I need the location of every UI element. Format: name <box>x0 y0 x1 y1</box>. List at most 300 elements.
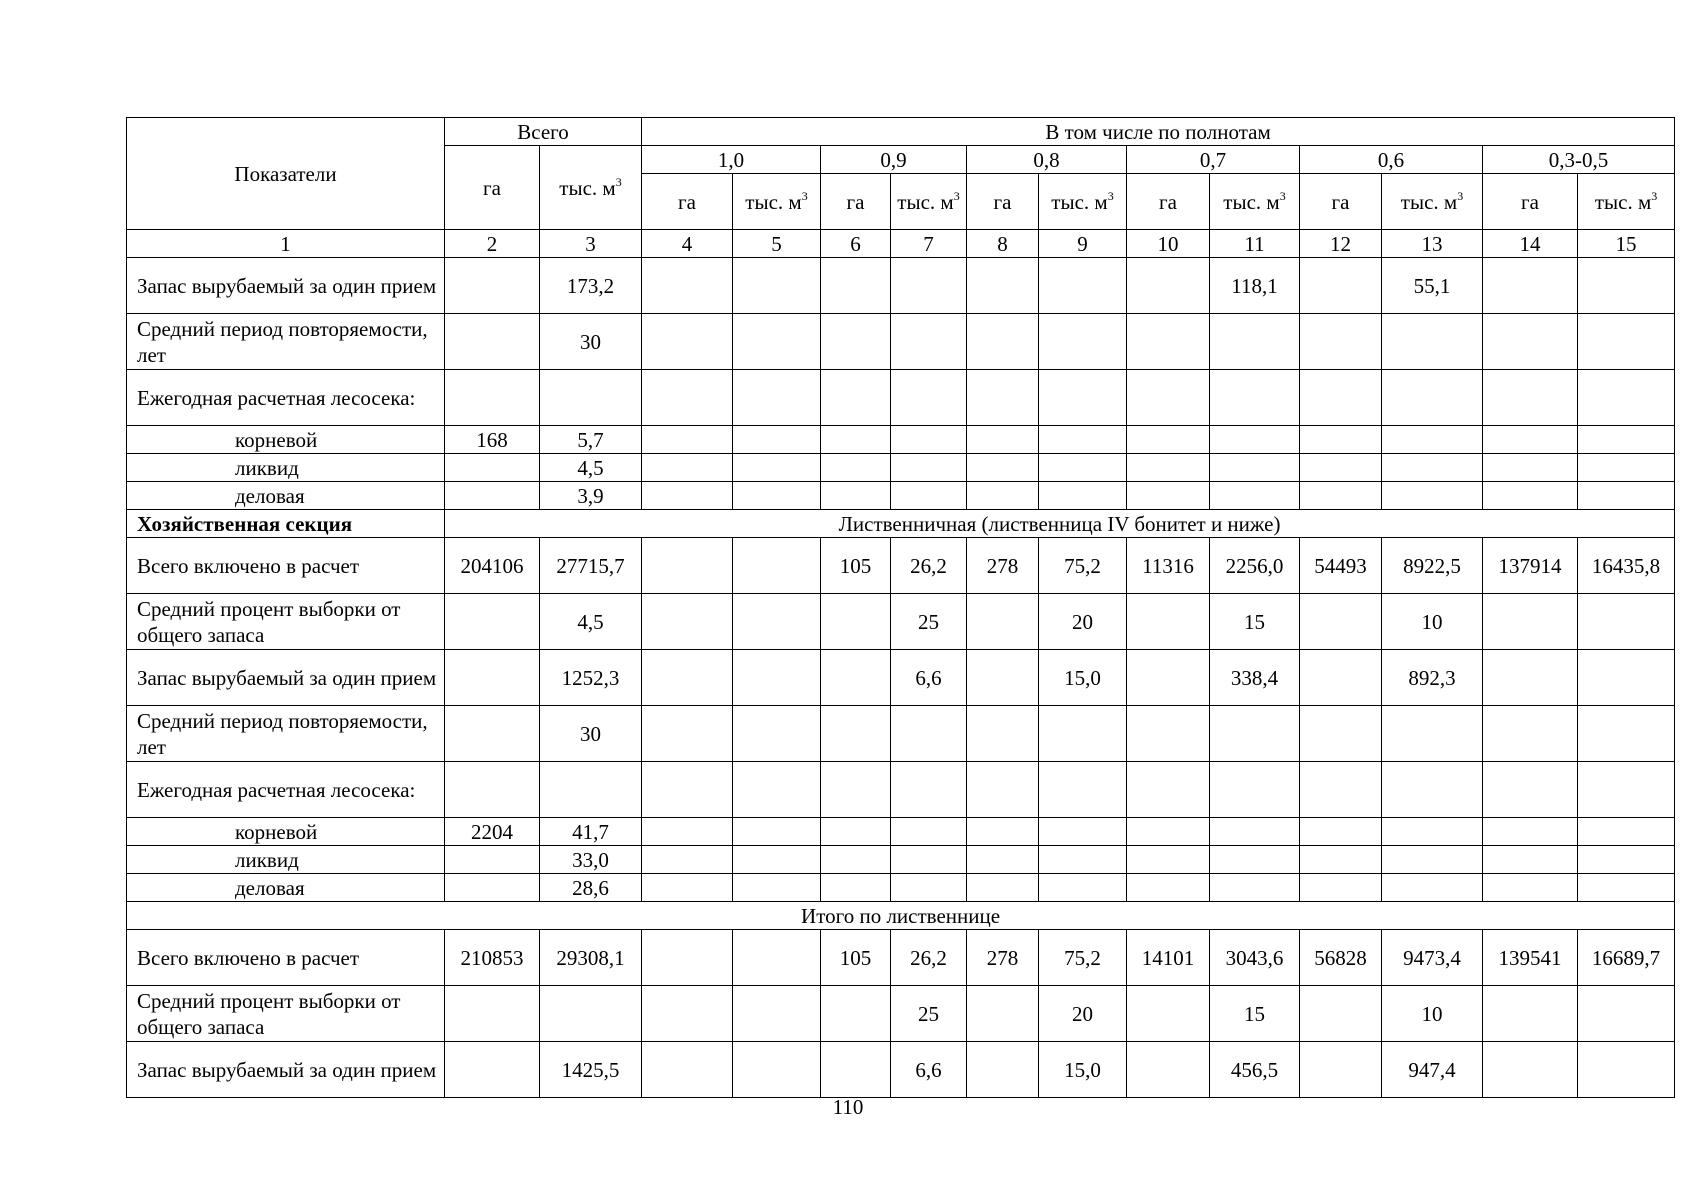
table-cell <box>1300 846 1382 874</box>
row-label: ликвид <box>127 454 445 482</box>
row-label: корневой <box>127 426 445 454</box>
table-cell <box>821 482 891 510</box>
table-cell <box>1300 454 1382 482</box>
table-cell: 338,4 <box>1210 650 1300 706</box>
header-unit-ha: га <box>642 174 733 230</box>
table-cell <box>967 650 1039 706</box>
unit-sup: 3 <box>1279 188 1286 203</box>
table-cell <box>1578 874 1675 902</box>
table-cell <box>1578 650 1675 706</box>
table-cell <box>733 650 821 706</box>
table-cell <box>642 846 733 874</box>
table-cell <box>821 594 891 650</box>
table-cell <box>967 706 1039 762</box>
table-cell: 25 <box>891 594 967 650</box>
table-cell: 10 <box>1382 594 1483 650</box>
table-cell <box>1127 454 1210 482</box>
table-cell <box>1300 370 1382 426</box>
table-cell <box>821 370 891 426</box>
table-cell: 54493 <box>1300 538 1382 594</box>
table-cell <box>733 426 821 454</box>
column-number: 10 <box>1127 230 1210 258</box>
table-cell <box>1039 258 1127 314</box>
table-cell <box>1039 314 1127 370</box>
column-number: 12 <box>1300 230 1382 258</box>
table-cell: 6,6 <box>891 1042 967 1098</box>
table-cell <box>1382 482 1483 510</box>
column-number: 3 <box>540 230 642 258</box>
unit-sup: 3 <box>801 188 808 203</box>
table-cell: 20 <box>1039 986 1127 1042</box>
table-cell <box>642 762 733 818</box>
table-cell <box>1382 874 1483 902</box>
table-cell: 14101 <box>1127 930 1210 986</box>
table-cell <box>1382 762 1483 818</box>
table-cell <box>967 594 1039 650</box>
table-cell <box>733 538 821 594</box>
column-number: 6 <box>821 230 891 258</box>
table-cell <box>1300 650 1382 706</box>
table-cell: 29308,1 <box>540 930 642 986</box>
table-row <box>127 902 1675 930</box>
row-label: Запас вырубаемый за один прием <box>127 258 445 314</box>
table-cell <box>821 762 891 818</box>
header-density: 0,7 <box>1127 146 1300 174</box>
table-cell <box>1039 874 1127 902</box>
table-cell: 15 <box>1210 594 1300 650</box>
header-unit-ha: га <box>1127 174 1210 230</box>
table-cell <box>967 426 1039 454</box>
table-cell <box>1382 846 1483 874</box>
table-cell <box>1210 314 1300 370</box>
table-cell: 118,1 <box>1210 258 1300 314</box>
table-cell: 11316 <box>1127 538 1210 594</box>
table-row <box>127 650 1675 706</box>
table-cell: 15,0 <box>1039 650 1127 706</box>
table-cell <box>1300 594 1382 650</box>
section-title: Итого по лиственнице <box>127 902 1675 930</box>
table-cell <box>1127 370 1210 426</box>
row-label: ликвид <box>127 846 445 874</box>
table-cell: 33,0 <box>540 846 642 874</box>
table-cell <box>642 1042 733 1098</box>
column-number: 15 <box>1578 230 1675 258</box>
table-row <box>127 594 1675 650</box>
table-cell <box>967 986 1039 1042</box>
table-cell <box>891 706 967 762</box>
table-cell <box>642 650 733 706</box>
table-cell: 3,9 <box>540 482 642 510</box>
table-row <box>127 930 1675 986</box>
table-cell <box>733 846 821 874</box>
table-cell <box>1300 706 1382 762</box>
table-cell: 27715,7 <box>540 538 642 594</box>
table-cell <box>445 454 540 482</box>
table-cell <box>891 426 967 454</box>
header-density: 0,8 <box>967 146 1127 174</box>
row-label: Всего включено в расчет <box>127 930 445 986</box>
table-cell: 105 <box>821 538 891 594</box>
table-cell <box>1578 986 1675 1042</box>
table-cell <box>1382 706 1483 762</box>
table-cell <box>1300 762 1382 818</box>
table-row <box>127 762 1675 818</box>
table-cell <box>642 370 733 426</box>
table-cell: 204106 <box>445 538 540 594</box>
table-cell <box>1578 482 1675 510</box>
table-cell <box>1483 370 1578 426</box>
table-cell <box>445 370 540 426</box>
table-cell <box>1483 258 1578 314</box>
table-cell <box>1578 846 1675 874</box>
table-cell <box>445 314 540 370</box>
table-row <box>127 986 1675 1042</box>
table-cell <box>1127 846 1210 874</box>
table-cell: 210853 <box>445 930 540 986</box>
table-cell <box>445 874 540 902</box>
table-cell <box>967 818 1039 846</box>
table-cell <box>540 370 642 426</box>
table-cell: 16689,7 <box>1578 930 1675 986</box>
unit-text: тыс. м <box>1400 189 1458 214</box>
table-cell <box>733 314 821 370</box>
table-cell: 168 <box>445 426 540 454</box>
table-cell <box>1127 482 1210 510</box>
table-cell <box>1127 594 1210 650</box>
table-cell: 9473,4 <box>1382 930 1483 986</box>
table-cell: 75,2 <box>1039 930 1127 986</box>
row-label: Запас вырубаемый за один прием <box>127 1042 445 1098</box>
table-cell <box>967 874 1039 902</box>
table-row <box>127 314 1675 370</box>
table-cell <box>1578 258 1675 314</box>
table-cell <box>445 594 540 650</box>
table-cell <box>1483 818 1578 846</box>
table-cell: 25 <box>891 986 967 1042</box>
header-unit-volume <box>733 174 821 230</box>
table-cell <box>891 454 967 482</box>
table-cell <box>642 986 733 1042</box>
unit-text: тыс. м <box>559 175 616 200</box>
table-cell: 28,6 <box>540 874 642 902</box>
table-cell <box>445 706 540 762</box>
table-cell <box>642 930 733 986</box>
header-total: Всего <box>445 118 642 146</box>
table-cell: 55,1 <box>1382 258 1483 314</box>
table-cell <box>821 650 891 706</box>
table-row <box>127 370 1675 426</box>
table-cell <box>1483 314 1578 370</box>
table-row <box>127 426 1675 454</box>
table-cell <box>1039 370 1127 426</box>
table-row <box>127 818 1675 846</box>
table-cell <box>1578 454 1675 482</box>
table-cell <box>891 762 967 818</box>
header-density: 1,0 <box>642 146 821 174</box>
column-number: 14 <box>1483 230 1578 258</box>
header-unit-ha: га <box>1300 174 1382 230</box>
table-cell <box>821 258 891 314</box>
header-unit-volume <box>891 174 967 230</box>
table-cell <box>891 846 967 874</box>
table-cell <box>1127 258 1210 314</box>
table-cell <box>642 482 733 510</box>
table-cell: 30 <box>540 314 642 370</box>
table-cell <box>1127 818 1210 846</box>
table-cell <box>1300 482 1382 510</box>
row-label: Средний процент выборки от общего запаса <box>127 594 445 650</box>
table-cell <box>891 482 967 510</box>
table-cell <box>1578 706 1675 762</box>
table-cell <box>733 1042 821 1098</box>
table-cell: 16435,8 <box>1578 538 1675 594</box>
unit-text: тыс. м <box>897 189 954 214</box>
table-cell <box>1483 426 1578 454</box>
table-cell <box>733 762 821 818</box>
table-cell <box>821 1042 891 1098</box>
table-cell <box>1127 426 1210 454</box>
table-cell <box>642 818 733 846</box>
table-cell <box>891 258 967 314</box>
table-cell: 456,5 <box>1210 1042 1300 1098</box>
header-unit-volume <box>1578 174 1675 230</box>
row-label: Средний период повторяемости, лет <box>127 314 445 370</box>
table-row <box>127 846 1675 874</box>
table-cell <box>1210 762 1300 818</box>
header-by-density: В том числе по полнотам <box>642 118 1675 146</box>
table-cell <box>1300 314 1382 370</box>
table-cell <box>1210 454 1300 482</box>
header-unit-ha: га <box>1483 174 1578 230</box>
table-cell <box>642 594 733 650</box>
column-number: 5 <box>733 230 821 258</box>
forest-data-table <box>126 117 1675 1098</box>
table-cell <box>445 482 540 510</box>
table-cell <box>1382 370 1483 426</box>
table-cell <box>1578 426 1675 454</box>
table-cell <box>733 482 821 510</box>
table-cell: 15,0 <box>1039 1042 1127 1098</box>
header-indicators: Показатели <box>127 118 445 230</box>
table-cell <box>891 314 967 370</box>
table-cell <box>642 454 733 482</box>
table-cell <box>642 314 733 370</box>
table-cell <box>1127 986 1210 1042</box>
header-unit-ha: га <box>821 174 891 230</box>
table-row <box>127 874 1675 902</box>
table-cell <box>1300 426 1382 454</box>
unit-text: тыс. м <box>1594 189 1652 214</box>
table-row <box>127 706 1675 762</box>
column-number: 13 <box>1382 230 1483 258</box>
table-cell <box>1483 454 1578 482</box>
row-label: Запас вырубаемый за один прием <box>127 650 445 706</box>
row-label: Средний процент выборки от общего запаса <box>127 986 445 1042</box>
table-cell: 8922,5 <box>1382 538 1483 594</box>
table-cell <box>733 986 821 1042</box>
table-cell <box>1039 426 1127 454</box>
column-number: 4 <box>642 230 733 258</box>
table-cell <box>1382 426 1483 454</box>
table-cell <box>1578 370 1675 426</box>
table-cell <box>1039 706 1127 762</box>
table-cell <box>642 258 733 314</box>
table-cell <box>1578 314 1675 370</box>
table-cell <box>445 1042 540 1098</box>
row-label: Средний период повторяемости, лет <box>127 706 445 762</box>
table-row <box>127 538 1675 594</box>
header-density: 0,9 <box>821 146 967 174</box>
table-cell <box>1483 762 1578 818</box>
table-cell <box>733 594 821 650</box>
unit-sup: 3 <box>1457 188 1464 203</box>
table-cell: 3043,6 <box>1210 930 1300 986</box>
table-cell <box>1210 426 1300 454</box>
header-unit-ha: га <box>967 174 1039 230</box>
table-cell <box>1300 874 1382 902</box>
table-cell <box>1039 762 1127 818</box>
table-cell <box>1300 818 1382 846</box>
table-cell <box>1483 874 1578 902</box>
table-row <box>127 454 1675 482</box>
table-cell <box>445 846 540 874</box>
table-cell <box>967 258 1039 314</box>
table-cell: 4,5 <box>540 594 642 650</box>
table-row <box>127 258 1675 314</box>
table-cell: 15 <box>1210 986 1300 1042</box>
table-row <box>127 510 1675 538</box>
table-cell: 5,7 <box>540 426 642 454</box>
table-cell <box>1210 706 1300 762</box>
table-cell <box>821 846 891 874</box>
header-total-volume <box>540 146 642 230</box>
row-label: Ежегодная расчетная лесосека: <box>127 762 445 818</box>
table-cell <box>1210 874 1300 902</box>
table-cell: 75,2 <box>1039 538 1127 594</box>
table-cell <box>642 538 733 594</box>
table-cell <box>1300 986 1382 1042</box>
table-cell <box>1483 1042 1578 1098</box>
table-cell <box>1578 762 1675 818</box>
table-cell <box>642 426 733 454</box>
unit-text: тыс. м <box>1223 189 1280 214</box>
table-cell: 173,2 <box>540 258 642 314</box>
table-row <box>127 1042 1675 1098</box>
table-cell <box>1210 818 1300 846</box>
row-label: деловая <box>127 482 445 510</box>
table-cell <box>642 874 733 902</box>
table-cell <box>445 650 540 706</box>
table-cell <box>1210 846 1300 874</box>
table-cell: 26,2 <box>891 930 967 986</box>
table-cell <box>1578 1042 1675 1098</box>
table-cell <box>733 706 821 762</box>
table-cell <box>445 258 540 314</box>
header-total-ha: га <box>445 146 540 230</box>
table-cell <box>1210 370 1300 426</box>
table-cell: 105 <box>821 930 891 986</box>
table-cell: 30 <box>540 706 642 762</box>
unit-sup: 3 <box>953 188 960 203</box>
table-cell <box>540 986 642 1042</box>
table-cell <box>733 818 821 846</box>
row-label: Всего включено в расчет <box>127 538 445 594</box>
page-number: 110 <box>832 1095 864 1119</box>
section-name: Лиственничная (лиственница IV бонитет и ниже) <box>445 510 1675 538</box>
table-cell: 4,5 <box>540 454 642 482</box>
table-cell <box>1039 818 1127 846</box>
table-cell <box>1210 482 1300 510</box>
table-cell <box>1382 454 1483 482</box>
table-cell <box>1127 1042 1210 1098</box>
table-cell: 2204 <box>445 818 540 846</box>
table-cell: 278 <box>967 930 1039 986</box>
table-cell <box>967 762 1039 818</box>
header-density: 0,3-0,5 <box>1483 146 1675 174</box>
table-cell <box>821 706 891 762</box>
table-cell <box>1483 650 1578 706</box>
row-label: Хозяйственная секция <box>127 510 445 538</box>
table-cell <box>1483 986 1578 1042</box>
table-cell <box>540 762 642 818</box>
table-cell <box>1039 454 1127 482</box>
table-cell <box>891 874 967 902</box>
table-cell <box>1483 482 1578 510</box>
column-number: 7 <box>891 230 967 258</box>
table-cell: 6,6 <box>891 650 967 706</box>
table-cell: 137914 <box>1483 538 1578 594</box>
table-cell <box>821 986 891 1042</box>
table-cell: 892,3 <box>1382 650 1483 706</box>
column-number: 9 <box>1039 230 1127 258</box>
table-cell <box>733 370 821 426</box>
header-unit-volume <box>1039 174 1127 230</box>
column-number: 2 <box>445 230 540 258</box>
table-cell: 20 <box>1039 594 1127 650</box>
table-row <box>127 482 1675 510</box>
header-unit-volume <box>1382 174 1483 230</box>
table-cell <box>1578 818 1675 846</box>
unit-sup: 3 <box>1107 188 1114 203</box>
column-number: 8 <box>967 230 1039 258</box>
table-cell <box>445 986 540 1042</box>
table-cell <box>967 846 1039 874</box>
table-cell <box>1483 594 1578 650</box>
table-cell <box>1039 482 1127 510</box>
table-cell <box>1578 594 1675 650</box>
table-cell: 2256,0 <box>1210 538 1300 594</box>
table-cell <box>1483 846 1578 874</box>
table-cell <box>1300 258 1382 314</box>
table-cell <box>1127 650 1210 706</box>
table-cell: 41,7 <box>540 818 642 846</box>
table-cell <box>445 762 540 818</box>
table-cell <box>1382 818 1483 846</box>
table-cell <box>1300 1042 1382 1098</box>
table-cell <box>967 1042 1039 1098</box>
table-cell <box>1127 314 1210 370</box>
column-number: 1 <box>127 230 445 258</box>
table-cell <box>967 454 1039 482</box>
table-cell <box>1382 314 1483 370</box>
table-cell <box>967 314 1039 370</box>
table-cell <box>1127 874 1210 902</box>
table-cell <box>821 314 891 370</box>
row-label: корневой <box>127 818 445 846</box>
unit-text: тыс. м <box>745 189 802 214</box>
unit-sup: 3 <box>615 174 622 189</box>
table-cell <box>821 426 891 454</box>
